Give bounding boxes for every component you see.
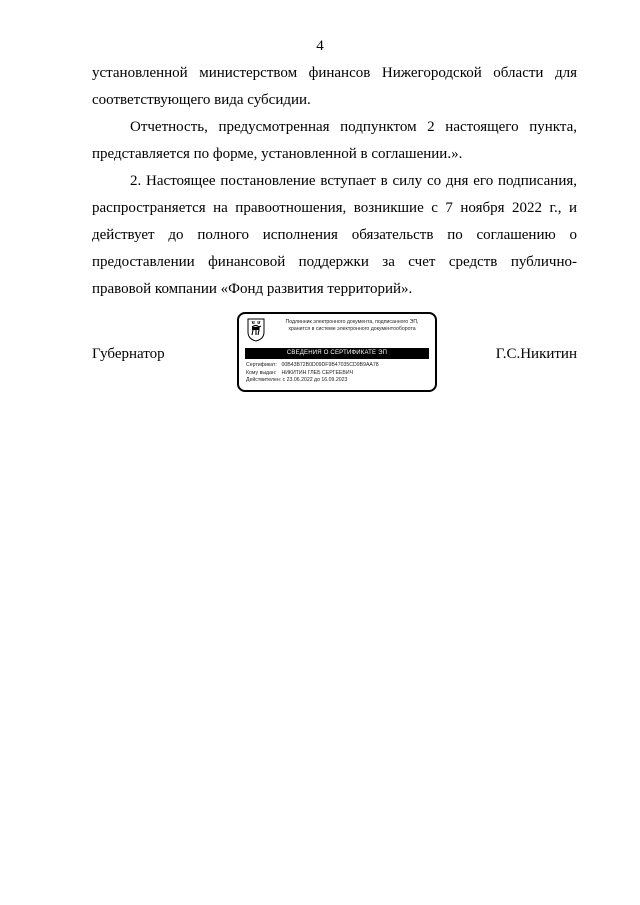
stamp-certificate-details [246, 362, 379, 385]
signer-position: Губернатор [92, 346, 165, 362]
issued-to-label: Кому выдан: [246, 369, 277, 376]
nizhny-novgorod-deer-emblem-icon [247, 318, 265, 342]
signer-name: Г.С.Никитин [495, 346, 577, 362]
stamp-header-line: Подлинник электронного документа, подписанного ЭП, [285, 319, 419, 325]
validity-row: Действителен: с 23.06.2022 до 16.09.2023 [246, 377, 348, 383]
paragraph-continuation: установленной министерством финансов Нижегородской области для соответствующего вида субсидии. [92, 65, 577, 108]
stamp-certificate-title: СВЕДЕНИЯ О СЕРТИФИКАТЕ ЭП [245, 348, 429, 359]
issued-to-row [246, 370, 379, 378]
paragraph-reporting: Отчетность, предусмотренная подпунктом 2 настоящего пункта, представляется по форме, установленной в соглашении.». [92, 119, 577, 162]
signature-block [92, 312, 577, 398]
stamp-header-line: хранится в системе электронного документооборота [288, 326, 416, 332]
certificate-label: Сертификат: [246, 362, 277, 368]
document-body [92, 60, 577, 303]
issued-to-value: НИКИТИН ГЛЕБ СЕРГЕЕВИЧ [281, 369, 354, 376]
stamp-header [269, 319, 435, 333]
certificate-value: 00B43B72B0D09DF9B47035CD9B9AA78 [281, 362, 379, 368]
certificate-row [246, 362, 379, 370]
page-number: 4 [316, 38, 324, 54]
paragraph-effective-date: 2. Настоящее постановление вступает в силу со дня его подписания, распространяется на правоотношения, возникшие с 7 ноября 2022 г., и действует до полного исполнения обязательств по соглашению о предоставлении финансовой поддержки за счет средств публично-правовой компании «Фонд развития территорий». [92, 173, 577, 297]
electronic-signature-stamp [237, 312, 437, 392]
